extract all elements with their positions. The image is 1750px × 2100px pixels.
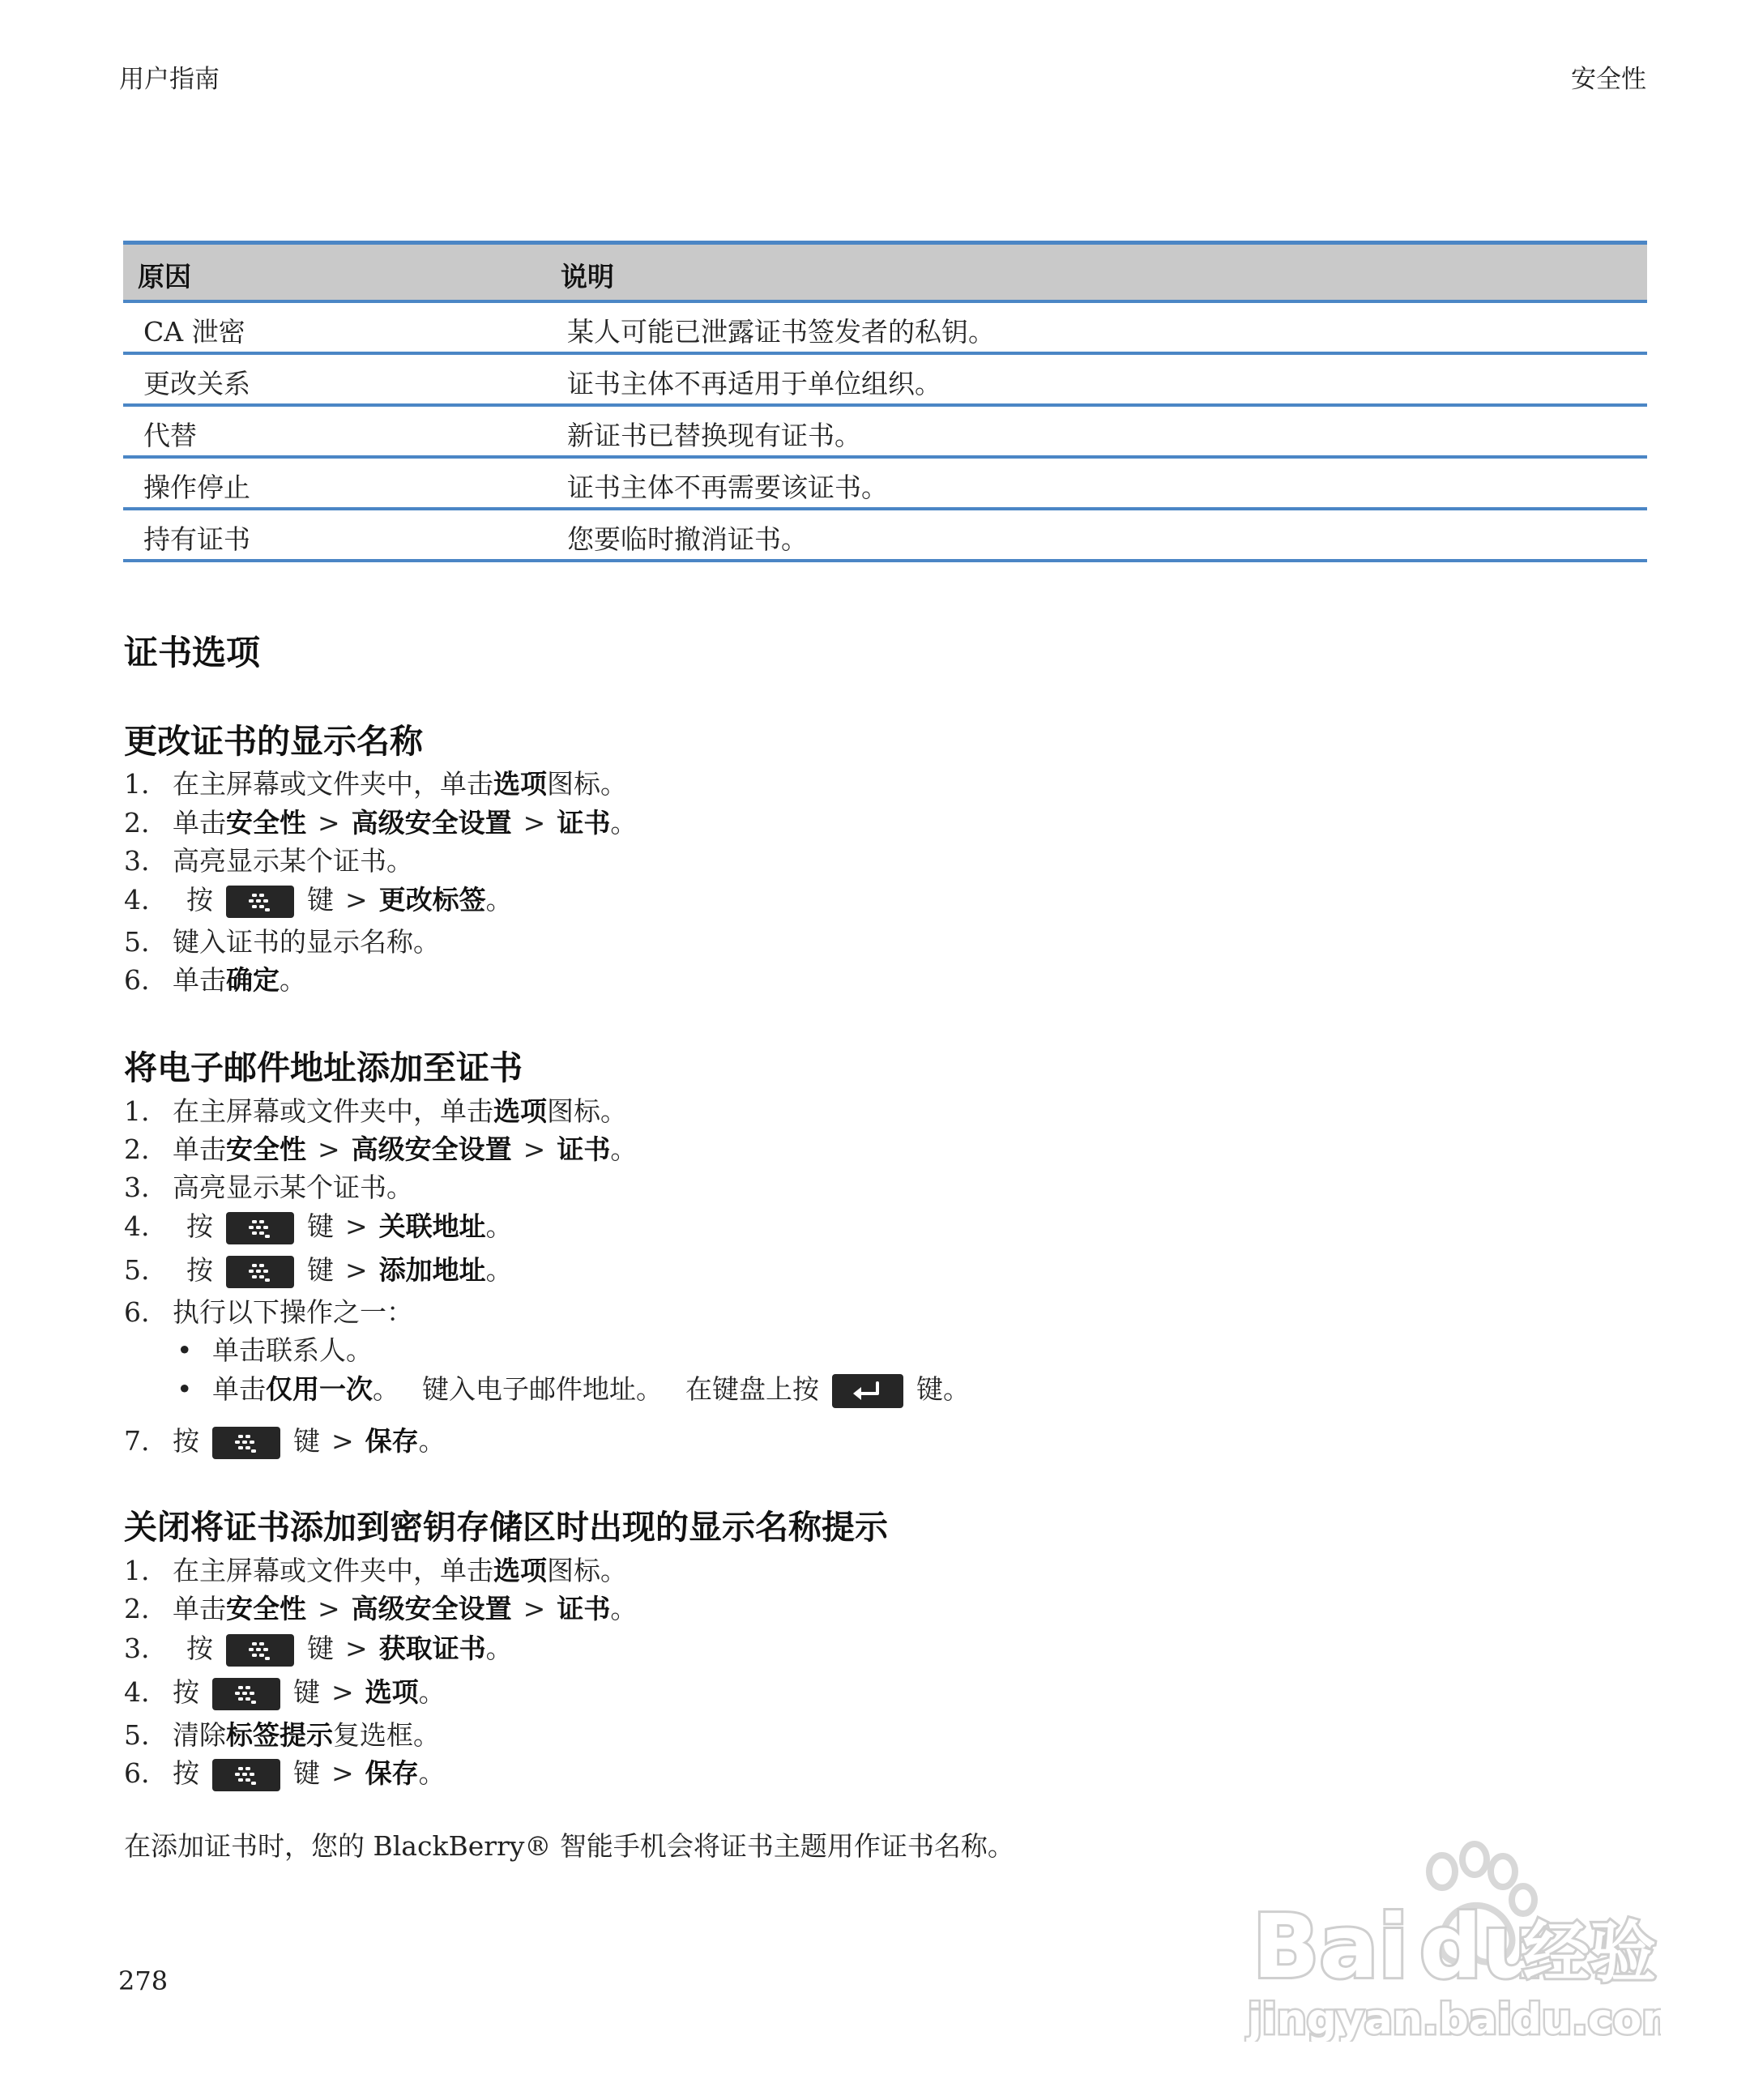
step-text: 高亮显示某个证书。	[173, 845, 413, 877]
step-text: 在主屏幕或文件夹中，单击	[173, 1555, 493, 1586]
ui-term: 仅用一次	[266, 1373, 373, 1405]
ui-term: 安全性	[226, 1133, 306, 1165]
step-text: 在主屏幕或文件夹中，单击	[173, 1095, 493, 1127]
step-text: 键	[307, 1633, 334, 1664]
ui-term: 选项	[365, 1676, 419, 1708]
ui-term: 关联地址	[378, 1210, 486, 1242]
path-separator: >	[523, 1593, 546, 1624]
subsection-title-change-display-name: 更改证书的显示名称	[124, 722, 423, 761]
step	[124, 1209, 513, 1244]
list-item	[177, 1372, 970, 1408]
step	[124, 1591, 637, 1627]
step	[124, 1423, 446, 1459]
ui-term: 保存	[365, 1757, 419, 1789]
ui-term: 更改标签	[378, 884, 486, 916]
step	[124, 1553, 627, 1589]
step-text: 在主屏幕或文件夹中，单击	[173, 768, 493, 800]
table-header-reason: 原因	[138, 261, 191, 292]
step-number: 1.	[124, 1095, 150, 1127]
step	[124, 843, 413, 879]
step-text: 按	[186, 1254, 213, 1286]
table-row	[123, 352, 1647, 403]
blackberry-menu-key-icon	[212, 1427, 280, 1459]
step-text: 按	[173, 1676, 199, 1708]
table-cell-description: 证书主体不再需要该证书。	[567, 472, 888, 503]
step-number: 3.	[124, 845, 150, 877]
step-text: 执行以下操作之一：	[173, 1296, 413, 1328]
step-text: 按	[173, 1425, 199, 1457]
svg-text:Bai: Bai	[1253, 1897, 1409, 1998]
step-number: 6.	[124, 1296, 150, 1328]
step-text: 键入电子邮件地址。	[422, 1373, 663, 1405]
table-row	[123, 403, 1647, 455]
blackberry-menu-key-icon	[226, 1634, 294, 1667]
step	[124, 1094, 627, 1129]
blackberry-menu-key-icon	[226, 1256, 294, 1288]
blackberry-menu-key-icon	[212, 1759, 280, 1791]
step-number: 2.	[124, 1593, 150, 1624]
ui-term: 证书	[557, 1133, 611, 1165]
step-text: 单击	[173, 1593, 226, 1624]
step-number: 7.	[124, 1425, 150, 1457]
ui-term: 标签提示	[226, 1719, 333, 1751]
step	[124, 924, 440, 960]
step-text: 键入证书的显示名称。	[173, 926, 440, 958]
step-number: 5.	[124, 1719, 150, 1751]
step-text: 键	[307, 884, 334, 916]
ui-term: 保存	[365, 1425, 419, 1457]
path-separator: >	[345, 1254, 368, 1286]
ui-term: 选项	[493, 768, 547, 800]
baidu-jingyan-watermark	[1240, 1839, 1661, 2042]
step-number: 5.	[124, 926, 150, 958]
step-text: 键	[293, 1425, 320, 1457]
path-separator: >	[318, 1133, 340, 1165]
step-number: 1.	[124, 1555, 150, 1586]
table-cell-reason: 更改关系	[143, 368, 250, 399]
step-number: 1.	[124, 768, 150, 800]
step-text: 。	[485, 1633, 513, 1664]
step-number: 4.	[124, 1676, 150, 1708]
running-header-right: 安全性	[1571, 65, 1646, 94]
step	[124, 1718, 440, 1753]
step-number: 2.	[124, 1133, 150, 1165]
step-text: 图标。	[547, 768, 627, 800]
path-separator: >	[523, 807, 546, 839]
step	[124, 1631, 513, 1667]
step-text: 键	[293, 1676, 320, 1708]
step-text: 按	[186, 884, 213, 916]
ui-term: 选项	[493, 1555, 547, 1586]
step-text: 。	[280, 964, 306, 996]
svg-text:du: du	[1419, 1897, 1545, 1998]
table-header-description: 说明	[561, 261, 614, 292]
svg-text:jingyan.baidu.com: jingyan.baidu.com	[1248, 1995, 1661, 2042]
step-text: 单击	[173, 964, 226, 996]
step-number: 4.	[124, 884, 150, 916]
running-header-left: 用户指南	[119, 65, 220, 94]
step-text: 图标。	[547, 1095, 627, 1127]
section-title: 证书选项	[124, 633, 261, 672]
table-cell-description: 证书主体不再适用于单位组织。	[567, 368, 941, 399]
table-cell-description: 某人可能已泄露证书签发者的私钥。	[567, 316, 995, 348]
step-text: 按	[186, 1210, 213, 1242]
step	[124, 805, 637, 841]
ui-term: 高级安全设置	[351, 1133, 512, 1165]
ui-term: 安全性	[226, 807, 306, 839]
step-text: 键。	[916, 1373, 970, 1405]
table-row	[123, 507, 1647, 562]
step	[124, 1253, 513, 1288]
step-number: 5.	[124, 1254, 150, 1286]
table-cell-reason: 代替	[143, 420, 197, 451]
step-text: 高亮显示某个证书。	[173, 1172, 413, 1203]
note-paragraph: 在添加证书时，您的 BlackBerry® 智能手机会将证书主题用作证书名称。	[124, 1830, 1014, 1862]
path-separator: >	[331, 1757, 354, 1789]
table-row	[123, 300, 1647, 352]
step-text: 。	[418, 1425, 446, 1457]
step-text: 。	[610, 1133, 638, 1165]
svg-text:经验: 经验	[1523, 1914, 1657, 1991]
step-number: 3.	[124, 1633, 150, 1664]
step	[124, 962, 306, 998]
ui-term: 高级安全设置	[351, 1593, 512, 1624]
ui-term: 证书	[557, 807, 611, 839]
path-separator: >	[331, 1676, 354, 1708]
ui-term: 安全性	[226, 1593, 306, 1624]
step-text: 按	[186, 1633, 213, 1664]
path-separator: >	[523, 1133, 546, 1165]
step-number: 6.	[124, 1757, 150, 1789]
step-number: 3.	[124, 1172, 150, 1203]
blackberry-menu-key-icon	[212, 1678, 280, 1710]
step-text: 单击	[173, 1133, 226, 1165]
table-row	[123, 455, 1647, 507]
table-cell-reason: 操作停止	[143, 472, 250, 503]
table-cell-reason: 持有证书	[143, 523, 250, 555]
step-text: 。	[485, 1254, 513, 1286]
path-separator: >	[345, 884, 368, 916]
step	[124, 1170, 413, 1206]
step-text: 在键盘上按	[685, 1373, 819, 1405]
path-separator: >	[345, 1633, 368, 1664]
bullet: •	[177, 1373, 193, 1405]
step-text: 。	[610, 807, 638, 839]
ui-term: 添加地址	[378, 1254, 486, 1286]
step-text: 单击	[212, 1373, 266, 1405]
ui-term: 确定	[226, 964, 280, 996]
page-number: 278	[118, 1966, 169, 1996]
step-text: 键	[307, 1254, 334, 1286]
step-text: 。	[485, 1210, 513, 1242]
step-number: 6.	[124, 964, 150, 996]
blackberry-menu-key-icon	[226, 886, 294, 918]
step	[124, 1675, 446, 1710]
step	[124, 1756, 446, 1791]
step-text: 。	[485, 884, 513, 916]
step	[124, 1295, 413, 1330]
ui-term: 高级安全设置	[351, 807, 512, 839]
step	[124, 882, 513, 918]
subsection-title-add-email-to-certificate: 将电子邮件地址添加至证书	[124, 1048, 523, 1087]
step-text: 单击联系人。	[212, 1334, 373, 1366]
step	[124, 1132, 637, 1167]
step-text: 清除	[173, 1719, 226, 1751]
step-text: 。	[418, 1676, 446, 1708]
step-text: 键	[307, 1210, 334, 1242]
table-cell-description: 您要临时撤消证书。	[567, 523, 808, 555]
step-text: 键	[293, 1757, 320, 1789]
ui-term: 证书	[557, 1593, 611, 1624]
step-text: 。	[610, 1593, 638, 1624]
path-separator: >	[331, 1425, 354, 1457]
list-item	[177, 1333, 373, 1368]
step-number: 2.	[124, 807, 150, 839]
revocation-reason-table	[123, 241, 1647, 562]
step	[124, 766, 627, 802]
blackberry-menu-key-icon	[226, 1212, 294, 1244]
path-separator: >	[345, 1210, 368, 1242]
step-number: 4.	[124, 1210, 150, 1242]
step-text: 按	[173, 1757, 199, 1789]
ui-term: 获取证书	[378, 1633, 486, 1664]
enter-key-icon	[832, 1374, 903, 1408]
path-separator: >	[318, 807, 340, 839]
bullet: •	[177, 1334, 193, 1366]
table-header-row	[123, 241, 1647, 300]
path-separator: >	[318, 1593, 340, 1624]
step-text: 。	[418, 1757, 446, 1789]
ui-term: 选项	[493, 1095, 547, 1127]
step-text: 。	[373, 1373, 399, 1405]
subsection-title-turn-off-display-name-prompt: 关闭将证书添加到密钥存储区时出现的显示名称提示	[124, 1508, 888, 1547]
step-text: 复选框。	[333, 1719, 440, 1751]
table-cell-description: 新证书已替换现有证书。	[567, 420, 861, 451]
step-text: 单击	[173, 807, 226, 839]
step-text: 图标。	[547, 1555, 627, 1586]
table-cell-reason: CA 泄密	[143, 316, 245, 348]
